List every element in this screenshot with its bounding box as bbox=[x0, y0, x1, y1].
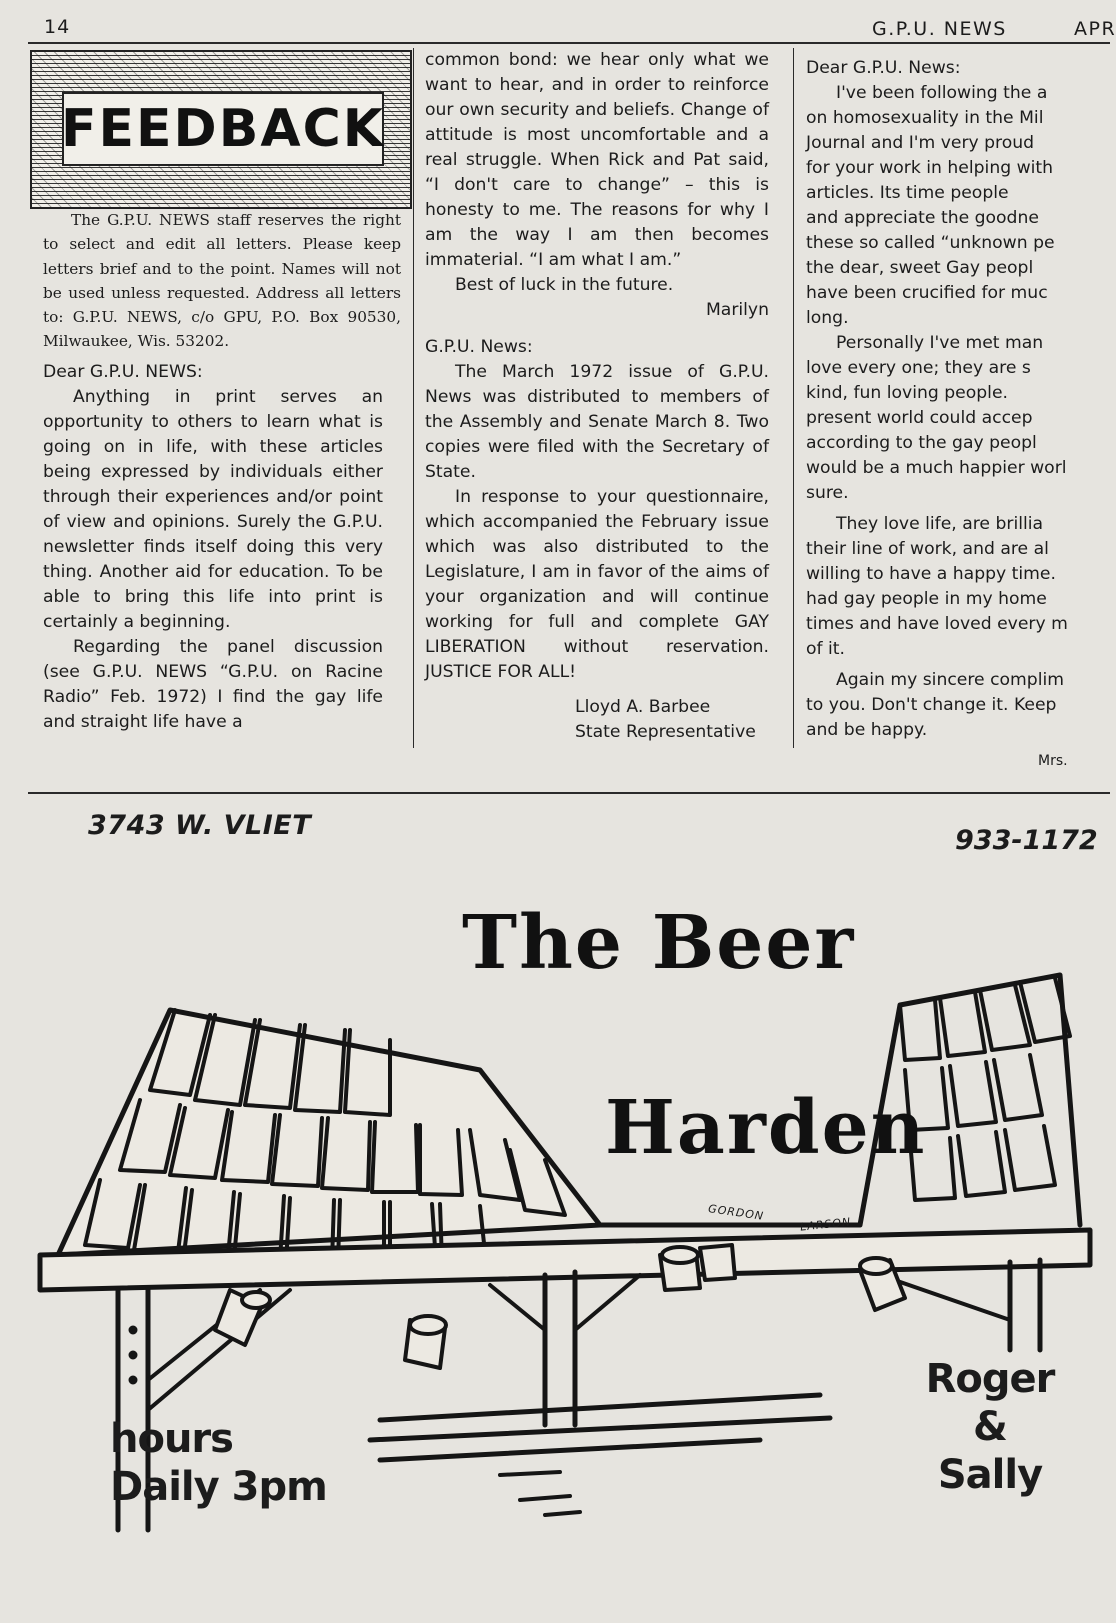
letter-1-paragraph-2-part-b: common bond: we hear only what we want to hear, and in order to reinforce our own security and beliefs. Change of attitude is most uncomfortable and a real struggle. When Rick and Pat said, “I don't care to change” – this is honesty to me. The reasons for why I am the way I am then becomes immaterial. “I am what I am.” bbox=[425, 50, 769, 270]
artist-credit-last: LARSON bbox=[799, 1215, 852, 1234]
letter-3-line: their line of work, and are al bbox=[806, 539, 1049, 559]
ad-title-line-1: The Beer bbox=[462, 900, 856, 986]
letter-3-line: and appreciate the goodne bbox=[806, 208, 1039, 228]
ad-owner-2: Sally bbox=[937, 1452, 1043, 1498]
letter-3-line: these so called “unknown pe bbox=[806, 233, 1055, 253]
running-month: APR bbox=[1074, 18, 1116, 40]
ad-hours-value: Daily 3pm bbox=[110, 1464, 327, 1510]
letter-3-line: Again my sincere complim bbox=[836, 670, 1064, 690]
letter-3-line: long. bbox=[806, 308, 849, 328]
letter-2-paragraph-1: The March 1972 issue of G.P.U. News was distributed to members of the Assembly and Senate March 8. Two copies were filed with the Secretary of State. bbox=[425, 362, 769, 482]
letter-1-signature: Marilyn bbox=[705, 300, 769, 320]
ad-owner-1: Roger bbox=[925, 1356, 1055, 1402]
ad-phone: 933-1172 bbox=[955, 825, 1098, 856]
letter-3-line: Personally I've met man bbox=[836, 333, 1044, 353]
letter-3-line: to you. Don't change it. Keep bbox=[806, 695, 1057, 715]
letter-3-line: on homosexuality in the Mil bbox=[806, 108, 1044, 128]
letter-3-signature: Mrs. bbox=[1038, 753, 1068, 769]
letter-3-salutation: Dear G.P.U. News: bbox=[806, 58, 961, 78]
letter-3-line: have been crucified for muc bbox=[806, 283, 1048, 303]
letter-2-salutation: G.P.U. News: bbox=[425, 337, 533, 357]
letter-3-line: They love life, are brillia bbox=[836, 514, 1044, 534]
ad-owners bbox=[920, 1355, 1060, 1499]
ad-hours-label: hours bbox=[110, 1416, 233, 1462]
running-head: G.P.U. NEWS bbox=[872, 18, 1007, 40]
letter-3-line: would be a much happier worl bbox=[806, 458, 1067, 478]
ad-hours bbox=[110, 1415, 327, 1511]
letter-3-line: according to the gay peopl bbox=[806, 433, 1037, 453]
letter-3-line: Journal and I'm very proud bbox=[806, 133, 1035, 153]
letter-3-line: the dear, sweet Gay peopl bbox=[806, 258, 1034, 278]
feedback-logo-text: FEEDBACK bbox=[60, 99, 386, 159]
letter-1-closing: Best of luck in the future. bbox=[455, 275, 674, 295]
letter-1-paragraph-1: Anything in print serves an opportunity to others to learn what is going on in life, with these articles being expressed by individuals either through their experiences and/or point of view and opinions. Surely the G.P.U. newsletter finds itself doing this very thing. Another aid for education. To be able to bring this life into print is certainly a beginning. bbox=[43, 387, 383, 632]
letter-3-line: kind, fun loving people. bbox=[806, 383, 1008, 403]
letter-3-line: for your work in helping with bbox=[806, 158, 1054, 178]
ad-title-line-2: Harden bbox=[605, 1085, 927, 1171]
artist-credit-first: GORDON bbox=[707, 1202, 765, 1223]
letter-2-signer-title: State Representative bbox=[575, 722, 756, 742]
letter-3-line: and be happy. bbox=[806, 720, 928, 740]
page-number: 14 bbox=[44, 16, 71, 38]
ad-address: 3743 W. VLIET bbox=[88, 810, 312, 841]
ad-owner-ampersand: & bbox=[973, 1404, 1007, 1450]
letter-3-line: had gay people in my home bbox=[806, 589, 1047, 609]
letter-2-paragraph-2: In response to your questionnaire, which accompanied the February issue which was also distributed to the Legislature, I am in favor of the aims of your organization and will continue working for full and complete GAY LIBERATION without reservation. JUSTICE FOR ALL! bbox=[425, 487, 769, 682]
letter-3-line: willing to have a happy time. bbox=[806, 564, 1056, 584]
letter-3-line: sure. bbox=[806, 483, 849, 503]
editorial-notice: The G.P.U. NEWS staff reserves the right to select and edit all letters. Please keep letters brief and to the point. Names will not be used unless requested. Address all letters to: G.P.U. NEWS, c/o GPU, P.O. Box 90530, Milwaukee, Wis. 53202. bbox=[43, 211, 401, 351]
letter-3-line: of it. bbox=[806, 639, 846, 659]
letter-2-signer-name: Lloyd A. Barbee bbox=[575, 697, 711, 717]
letter-3-line: times and have loved every m bbox=[806, 614, 1068, 634]
letter-3-line: present world could accep bbox=[806, 408, 1033, 428]
letter-1-paragraph-2-part-a: Regarding the panel discussion (see G.P.U. NEWS “G.P.U. on Racine Radio” Feb. 1972) I find the gay life and straight life have a bbox=[43, 637, 383, 732]
letter-1-salutation: Dear G.P.U. NEWS: bbox=[43, 362, 203, 382]
letter-3-line: articles. Its time people bbox=[806, 183, 1009, 203]
letter-3-line: love every one; they are s bbox=[806, 358, 1031, 378]
letter-3-line: I've been following the a bbox=[836, 83, 1048, 103]
